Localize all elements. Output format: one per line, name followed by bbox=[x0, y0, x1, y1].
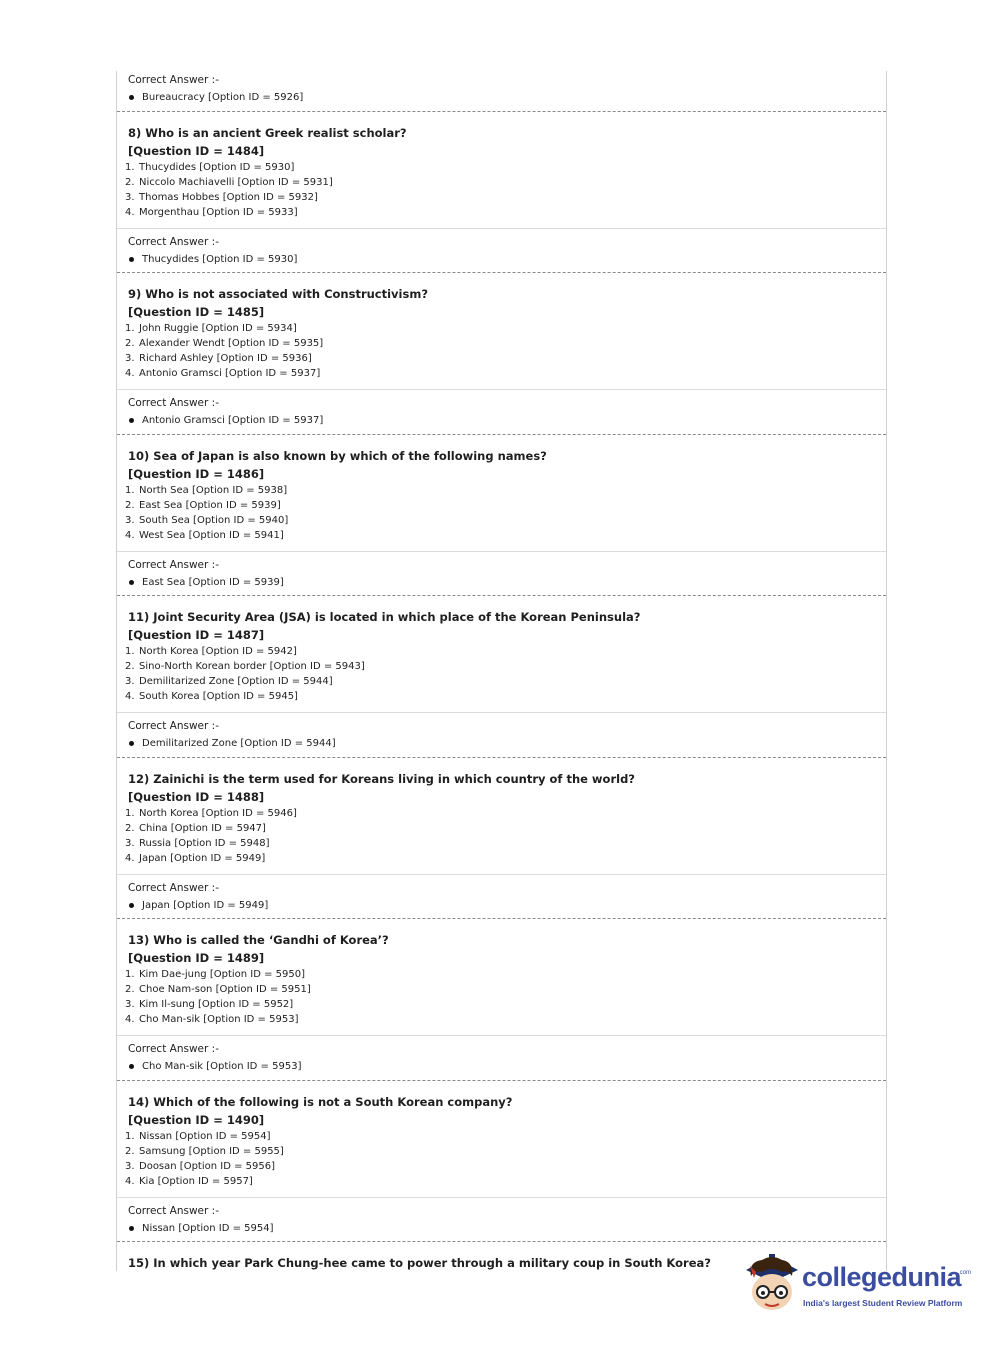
question-id: [Question ID = 1487] bbox=[128, 628, 265, 642]
option-item: 4. Japan [Option ID = 5949] bbox=[125, 853, 266, 864]
option-item: 1. North Korea [Option ID = 5942] bbox=[125, 646, 297, 657]
bullet-icon bbox=[129, 1064, 134, 1069]
question-title: 10) Sea of Japan is also known by which of the following names? bbox=[128, 449, 547, 463]
bullet-icon bbox=[129, 257, 134, 262]
logo-wordmark: collegedunia bbox=[802, 1262, 962, 1292]
question-title: 13) Who is called the ‘Gandhi of Korea’? bbox=[128, 933, 389, 947]
collegedunia-logo[interactable] bbox=[742, 1248, 972, 1318]
correct-answer-text: Thucydides [Option ID = 5930] bbox=[142, 254, 298, 265]
option-item: 3. Demilitarized Zone [Option ID = 5944] bbox=[125, 676, 333, 687]
option-item: 1. North Korea [Option ID = 5946] bbox=[125, 808, 297, 819]
correct-answer-text: Japan [Option ID = 5949] bbox=[142, 900, 269, 911]
answer-block bbox=[117, 1036, 886, 1081]
option-item: 2. East Sea [Option ID = 5939] bbox=[125, 500, 281, 511]
question-id: [Question ID = 1490] bbox=[128, 1113, 265, 1127]
question-id: [Question ID = 1484] bbox=[128, 144, 265, 158]
correct-answer-text: Antonio Gramsci [Option ID = 5937] bbox=[142, 415, 324, 426]
bullet-icon bbox=[129, 418, 134, 423]
question-id: [Question ID = 1489] bbox=[128, 951, 265, 965]
question-title: 11) Joint Security Area (JSA) is located in which place of the Korean Peninsula? bbox=[128, 610, 641, 624]
option-item: 3. Doosan [Option ID = 5956] bbox=[125, 1161, 275, 1172]
answer-block bbox=[117, 875, 886, 919]
option-item: 1. Thucydides [Option ID = 5930] bbox=[125, 162, 295, 173]
question-block bbox=[117, 919, 886, 1036]
correct-answer-item bbox=[128, 251, 886, 268]
mascot-icon bbox=[742, 1248, 804, 1318]
option-item: 3. Thomas Hobbes [Option ID = 5932] bbox=[125, 192, 318, 203]
correct-answer-item bbox=[128, 412, 886, 429]
answer-block bbox=[117, 390, 886, 435]
question-id: [Question ID = 1485] bbox=[128, 305, 265, 319]
option-item: 1. North Sea [Option ID = 5938] bbox=[125, 485, 288, 496]
bullet-icon bbox=[129, 903, 134, 908]
correct-answer-label: Correct Answer :- bbox=[128, 1205, 219, 1217]
question-block bbox=[117, 1081, 886, 1198]
option-item: 3. Russia [Option ID = 5948] bbox=[125, 838, 270, 849]
correct-answer-item bbox=[128, 735, 886, 752]
option-item: 2. Niccolo Machiavelli [Option ID = 5931] bbox=[125, 177, 333, 188]
question-title: 14) Which of the following is not a South Korean company? bbox=[128, 1095, 513, 1109]
question-title: 9) Who is not associated with Constructivism? bbox=[128, 287, 428, 301]
option-item: 3. Richard Ashley [Option ID = 5936] bbox=[125, 353, 312, 364]
bullet-icon bbox=[129, 95, 134, 100]
option-item: 4. Kia [Option ID = 5957] bbox=[125, 1176, 253, 1187]
correct-answer-text: Demilitarized Zone [Option ID = 5944] bbox=[142, 738, 336, 749]
option-item: 3. Kim Il-sung [Option ID = 5952] bbox=[125, 999, 294, 1010]
correct-answer-text: Cho Man-sik [Option ID = 5953] bbox=[142, 1061, 302, 1072]
option-item: 4. Cho Man-sik [Option ID = 5953] bbox=[125, 1014, 299, 1025]
option-item: 2. Choe Nam-son [Option ID = 5951] bbox=[125, 984, 311, 995]
correct-answer-text: East Sea [Option ID = 5939] bbox=[142, 577, 284, 588]
correct-answer-item bbox=[128, 89, 886, 106]
answer-block bbox=[117, 713, 886, 758]
correct-answer-item bbox=[128, 1220, 886, 1237]
answer-block bbox=[117, 229, 886, 273]
answer-block bbox=[117, 71, 886, 112]
correct-answer-item bbox=[128, 897, 886, 914]
answer-block bbox=[117, 552, 886, 596]
bullet-icon bbox=[129, 741, 134, 746]
answer-block bbox=[117, 1198, 886, 1242]
option-item: 2. China [Option ID = 5947] bbox=[125, 823, 266, 834]
question-id: [Question ID = 1486] bbox=[128, 467, 265, 481]
correct-answer-text: Nissan [Option ID = 5954] bbox=[142, 1223, 274, 1234]
option-item: 4. Antonio Gramsci [Option ID = 5937] bbox=[125, 368, 321, 379]
option-item: 3. South Sea [Option ID = 5940] bbox=[125, 515, 289, 526]
correct-answer-item bbox=[128, 1058, 886, 1075]
question-title: 15) In which year Park Chung-hee came to power through a military coup in South Korea? bbox=[128, 1256, 711, 1270]
bullet-icon bbox=[129, 1226, 134, 1231]
correct-answer-label: Correct Answer :- bbox=[128, 236, 219, 248]
logo-tagline: India's largest Student Review Platform bbox=[803, 1298, 963, 1308]
question-block bbox=[117, 112, 886, 229]
question-block bbox=[117, 758, 886, 875]
correct-answer-label: Correct Answer :- bbox=[128, 397, 219, 409]
option-item: 2. Alexander Wendt [Option ID = 5935] bbox=[125, 338, 324, 349]
correct-answer-text: Bureaucracy [Option ID = 5926] bbox=[142, 92, 304, 103]
correct-answer-item bbox=[128, 574, 886, 591]
option-item: 4. Morgenthau [Option ID = 5933] bbox=[125, 207, 298, 218]
question-block bbox=[117, 273, 886, 390]
correct-answer-label: Correct Answer :- bbox=[128, 720, 219, 732]
question-title: 8) Who is an ancient Greek realist scholar? bbox=[128, 126, 407, 140]
option-item: 1. Kim Dae-jung [Option ID = 5950] bbox=[125, 969, 306, 980]
question-block bbox=[117, 435, 886, 552]
option-item: 4. West Sea [Option ID = 5941] bbox=[125, 530, 284, 541]
question-paper-page bbox=[116, 71, 887, 1271]
option-item: 1. John Ruggie [Option ID = 5934] bbox=[125, 323, 297, 334]
option-item: 1. Nissan [Option ID = 5954] bbox=[125, 1131, 271, 1142]
option-item: 4. South Korea [Option ID = 5945] bbox=[125, 691, 298, 702]
correct-answer-label: Correct Answer :- bbox=[128, 882, 219, 894]
question-block bbox=[117, 596, 886, 713]
bullet-icon bbox=[129, 580, 134, 585]
option-item: 2. Sino-North Korean border [Option ID = 5943] bbox=[125, 661, 365, 672]
question-id: [Question ID = 1488] bbox=[128, 790, 265, 804]
correct-answer-label: Correct Answer :- bbox=[128, 1043, 219, 1055]
logo-suffix: .com bbox=[958, 1270, 972, 1276]
correct-answer-label: Correct Answer :- bbox=[128, 559, 219, 571]
option-item: 2. Samsung [Option ID = 5955] bbox=[125, 1146, 284, 1157]
correct-answer-label: Correct Answer :- bbox=[128, 74, 219, 86]
question-title: 12) Zainichi is the term used for Koreans living in which country of the world? bbox=[128, 772, 635, 786]
